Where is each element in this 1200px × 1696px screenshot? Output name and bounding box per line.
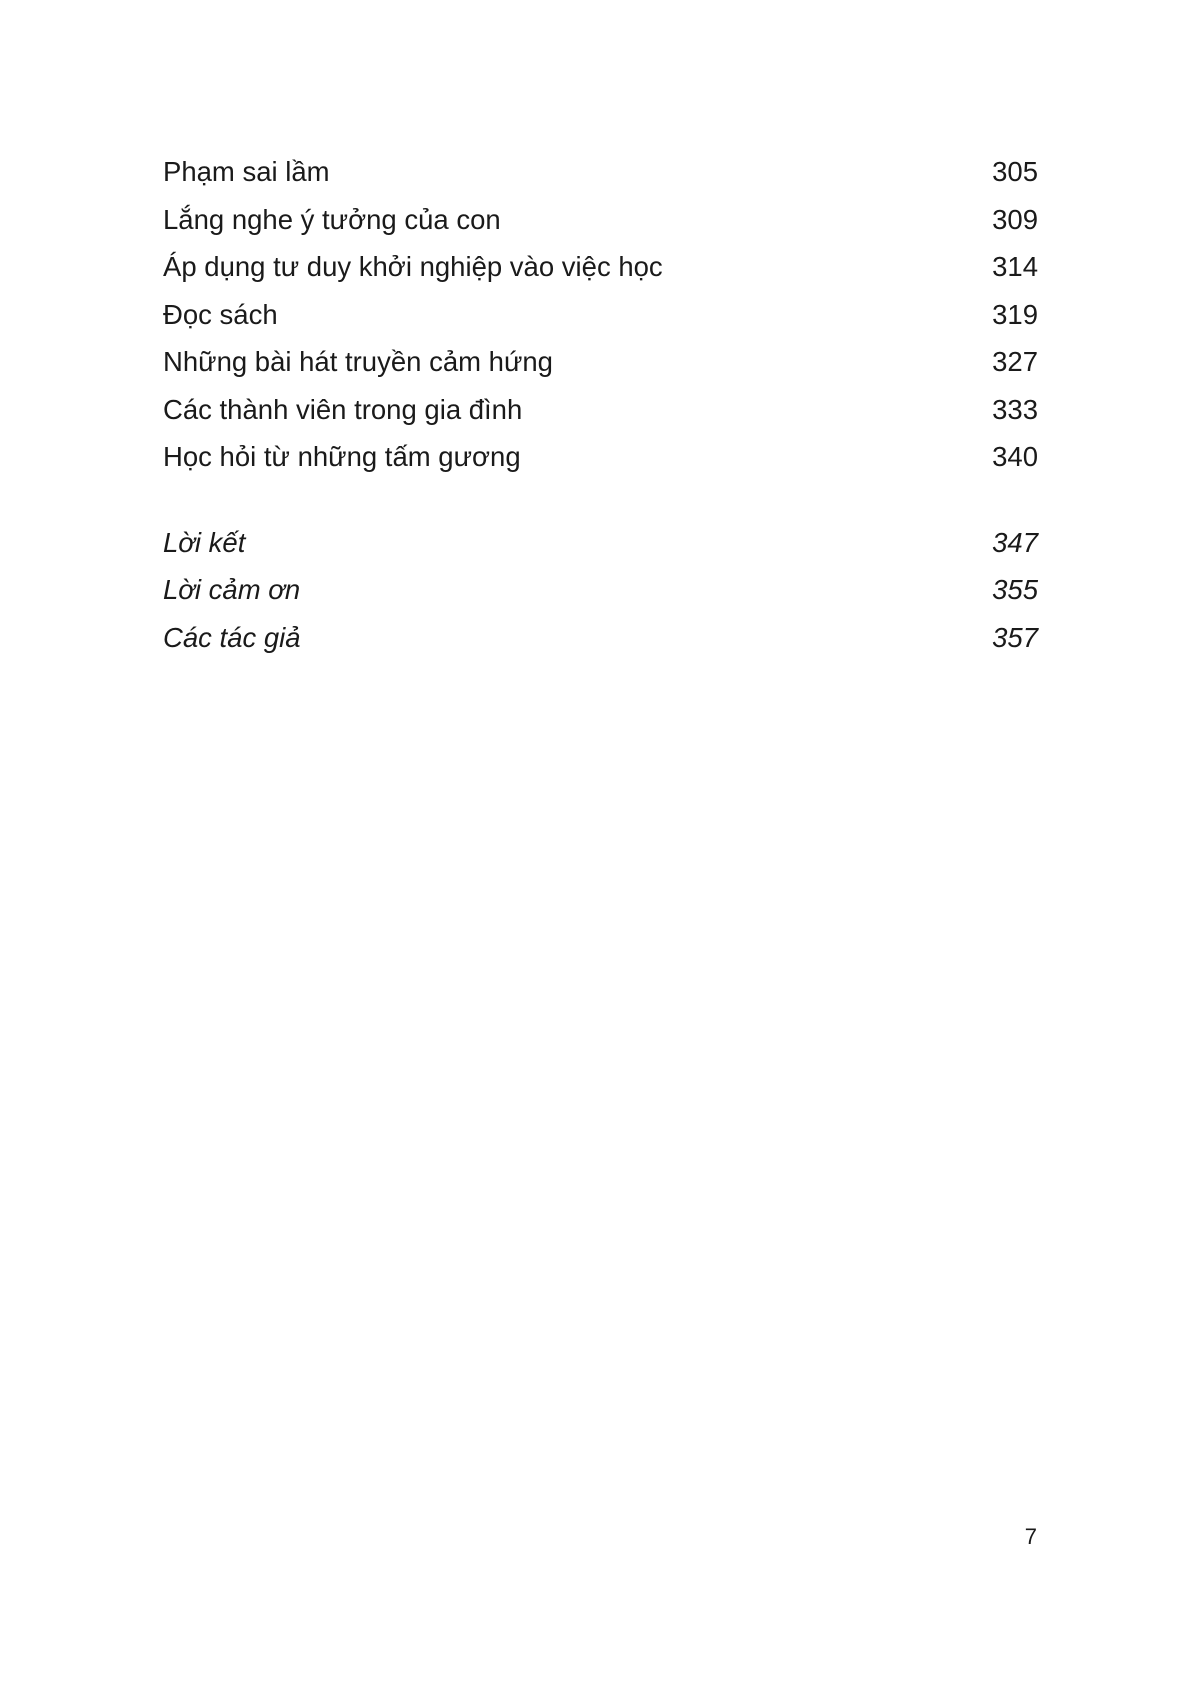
toc-entry[interactable]: [163, 148, 1038, 196]
toc-entry-page: 347: [992, 526, 1038, 558]
toc-entry-page: 319: [992, 298, 1038, 330]
toc-entry-page: 340: [992, 441, 1038, 472]
toc-group-chapters: [163, 148, 1038, 481]
toc-group-back-matter: [163, 519, 1038, 662]
toc-entry[interactable]: [163, 291, 1038, 339]
toc-entry-title: Các thành viên trong gia đình: [163, 393, 523, 425]
toc-entry-page: 314: [992, 251, 1038, 282]
page-folio: 7: [1024, 1524, 1037, 1549]
toc-entry[interactable]: [163, 614, 1038, 662]
toc-entry-title: Lắng nghe ý tưởng của con: [163, 203, 501, 235]
toc-entry[interactable]: [163, 519, 1038, 567]
toc-entry-title: Áp dụng tư duy khởi nghiệp vào việc học: [163, 251, 663, 282]
toc-entry[interactable]: [163, 243, 1038, 291]
toc-entry-title: Những bài hát truyền cảm hứng: [163, 346, 553, 377]
toc-entry-title: Lời kết: [163, 526, 246, 558]
toc-entry-title: Học hỏi từ những tấm gương: [163, 441, 521, 472]
toc-entry[interactable]: [163, 338, 1038, 386]
toc-entry-page: 357: [992, 621, 1038, 653]
toc-entry-page: 333: [992, 393, 1038, 425]
toc-entry[interactable]: [163, 433, 1038, 481]
toc-entry-title: Các tác giả: [163, 621, 301, 653]
toc-entry-page: 327: [992, 346, 1038, 377]
toc-entry-page: 305: [992, 156, 1038, 187]
toc-entry-title: Phạm sai lầm: [163, 156, 330, 187]
table-of-contents: [163, 148, 1038, 661]
toc-entry-page: 309: [992, 203, 1038, 235]
toc-entry-page: 355: [992, 574, 1038, 605]
toc-entry-title: Lời cảm ơn: [163, 574, 301, 605]
toc-entry-title: Đọc sách: [163, 298, 278, 330]
toc-entry[interactable]: [163, 386, 1038, 434]
toc-group-separator: [163, 481, 1038, 519]
toc-entry[interactable]: [163, 566, 1038, 614]
toc-entry[interactable]: [163, 196, 1038, 244]
